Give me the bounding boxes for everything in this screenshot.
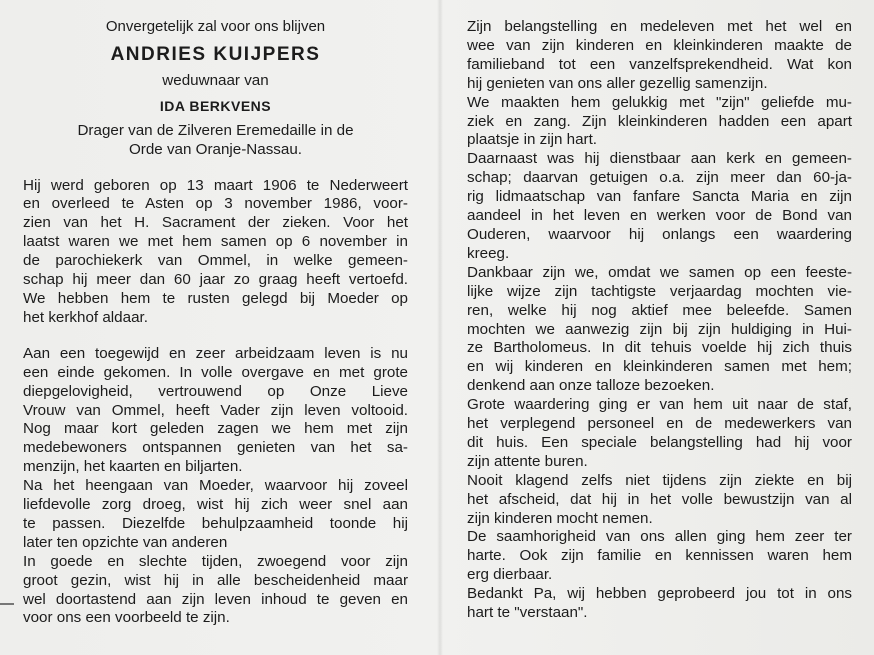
widower-of-label: weduwnaar van [162,71,269,89]
text-line: Bedankt Pa, wij hebben geprobeerd jou tot in ons [467,585,852,603]
text-line: Nog maar kort geleden zagen we hem met zijn [23,420,408,438]
text-line: aandeel in het leven en werken voor de Bond van [467,207,852,225]
right-column [467,18,852,623]
memorial-header: Onvergetelijk zal voor ons blijven [105,18,326,35]
text-line: Daarnaast was hij dienstbaar aan kerk en gemeen- [467,150,852,168]
text-line: Grote waardering ging er van hem uit naar de staf, [467,396,852,414]
text-line: zijn kinderen mocht nemen. [467,509,653,527]
text-line: voor ons een voorbeeld te zijn. [23,609,230,627]
text-line: en wij kinderen en kleinkinderen samen met hem; [467,358,852,376]
paragraph-staff [467,396,852,472]
paragraph-community [467,150,852,263]
text-line: schap; daarvan getuigen o.a. zijn meer dan 60-ja- [467,169,852,187]
paragraph-music [467,94,852,151]
text-line: In goede en slechte tijden, zwoegend voor zijn [23,552,408,570]
text-line: wel doortastend aan zijn leven inhoud te geven en [23,590,408,608]
award-line: Orde van Oranje-Nassau. [128,140,303,158]
text-line: Vrouw van Ommel, heeft Vader zijn leven voltooid. [23,401,408,419]
text-line: een einde gekomen. In volle overgave en met grote [23,363,408,381]
left-column [23,18,408,628]
text-line: kreeg. [467,244,510,262]
text-line: de parochiekerk van Ommel, in welke gemeen- [23,252,408,270]
text-line: het kerkhof aldaar. [23,308,148,326]
text-line: te passen. Diezelfde behulpzaamheid toonde hij [23,514,408,532]
text-line: zijn attente buren. [467,452,588,470]
paragraph-birthday [467,264,852,396]
text-line: Ouderen, waarvoor hij onlangs een waardering [467,225,852,243]
text-line: ze Bartholomeus. In dit tehuis voelde hij zich thuis [467,339,852,357]
text-line: schap hij meer dan 60 jaar zo graag heeft vertoefd. [23,271,408,289]
text-line: ziek en zang. Zijn kleinkinderen hadden een apart [467,112,852,130]
text-line: liefdevolle zorg droeg, wist hij zich weer snel aan [23,496,408,514]
text-line: diepgelovigheid, vertrouwend op Onze Lieve [23,382,408,400]
text-line: en overleed te Asten op 3 november 1986, voor- [23,195,408,213]
text-line: Zijn belangstelling en medeleven met het wel en [467,18,852,35]
paragraph-life [23,345,408,477]
text-line: Nooit klagend zelfs niet tijdens zijn ziekte en bij [467,471,852,489]
text-line: plaatsje in zijn hart. [467,131,598,149]
paragraph-mother [23,477,408,553]
paragraph-birth-death [23,177,408,328]
text-line: menzijn, het kaarten en biljarten. [23,458,243,476]
paragraph-family [23,553,408,629]
text-line: laatst waren we met hem samen op 6 november in [23,233,408,251]
text-line: Dankbaar zijn we, omdat we samen op een feeste- [467,263,852,281]
paragraph-thanks [467,585,852,623]
text-line: hij genieten van ons aller gezellig samenzijn. [467,74,768,92]
text-line: mochten we aanwezig zijn bij zijn huldiging in Hui- [467,320,852,338]
paragraph-togetherness [467,528,852,585]
text-line: harte. Ook zijn familie en kennissen waren hem [467,547,852,565]
text-line: hart te "verstaan". [467,604,588,622]
text-line: groot gezin, wist hij in alle bescheidenheid maar [23,571,408,589]
text-line: De saamhorigheid van ons allen ging hem zeer ter [467,528,852,546]
paragraph-interest [467,18,852,94]
text-line: We maakten hem gelukkig met "zijn" geliefde mu- [467,93,852,111]
text-line: Aan een toegewijd en zeer arbeidzaam leven is nu [23,344,408,362]
text-line: lijke wijze zijn tachtigste verjaardag mochten vie- [467,282,852,300]
text-line: Na het heengaan van Moeder, waarvoor hij zoveel [23,477,408,495]
text-line: dit huis. Een speciale belangstelling had hij voor [467,433,852,451]
text-line: rig lidmaatschap van fanfare Sancta Maria en zijn [467,188,852,206]
spouse-name: IDA BERKVENS [159,97,272,114]
text-line: medebewoners ontspannen genieten van het sa- [23,439,408,457]
text-line: het verplegend personeel en de medewerkers van [467,415,852,433]
text-line: later ten opzichte van anderen [23,533,228,551]
text-line: wee van zijn kinderen en kleinkinderen maakte de [467,36,852,54]
text-line: erg dierbaar. [467,566,553,584]
card-fold [437,0,443,655]
text-line: denkend aan onze talloze bezoeken. [467,377,715,395]
text-line: familieband tot een vanzelfsprekendheid. Wat kon [467,55,852,73]
paragraph-illness [467,472,852,529]
text-line: zien van het H. Sacrament der zieken. Voor het [23,214,408,232]
award-line: Drager van de Zilveren Eremedaille in de [77,121,354,139]
text-line: Hij werd geboren op 13 maart 1906 te Nederweert [23,176,408,194]
deceased-name: ANDRIES KUIJPERS [110,43,321,65]
text-line: We hebben hem te rusten gelegd bij Moeder op [23,289,408,307]
text-line: ren, welke hij nog aktief mee beleefde. Samen [467,301,852,319]
edge-mark [0,603,14,605]
text-line: het afscheid, dat hij in het volle bewustzijn van al [467,490,852,508]
award-text [23,122,408,160]
